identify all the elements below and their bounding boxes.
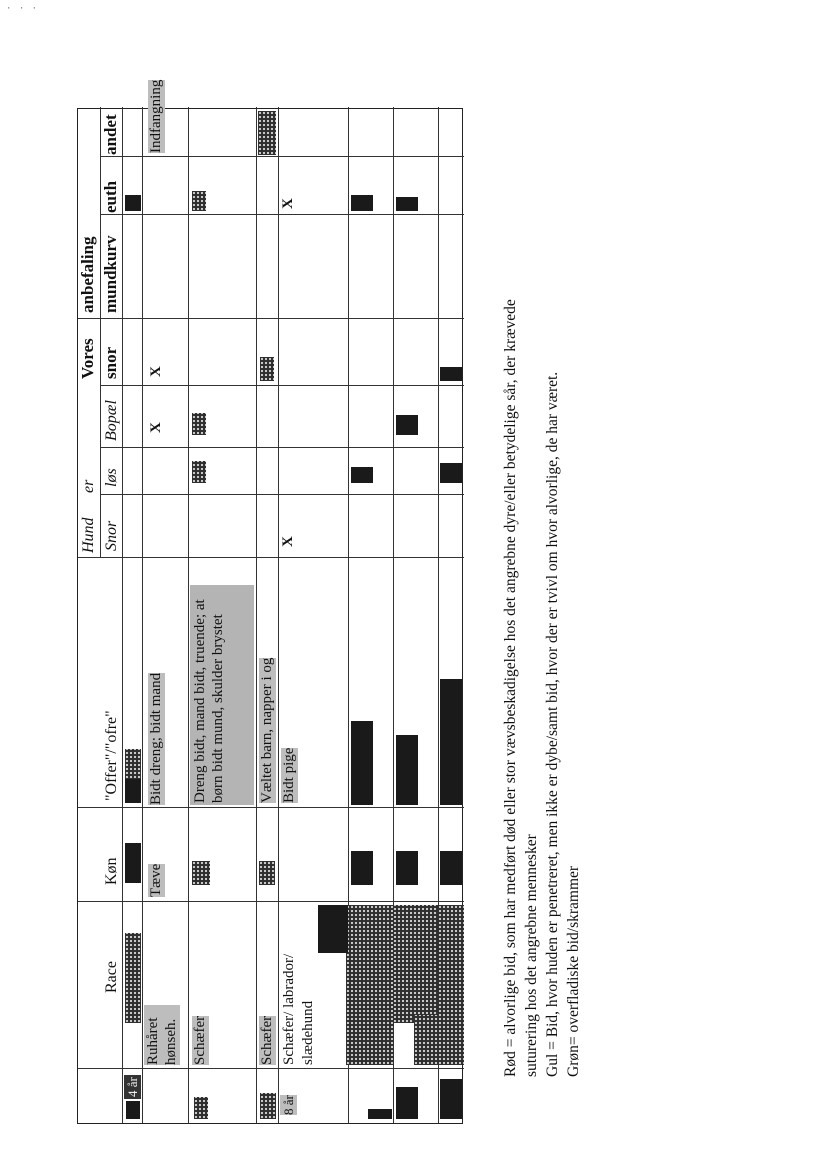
euth-fill: [125, 195, 141, 211]
dark-cell-mark: [260, 1093, 276, 1119]
header-mundkurv: mundkurv: [101, 235, 120, 313]
grid-line: [142, 107, 143, 1123]
row-age: 4 år: [125, 1077, 140, 1097]
header-race: Race: [103, 961, 120, 993]
header-er: er: [80, 479, 97, 493]
dark-cell-mark: [440, 1079, 462, 1119]
dark-cell-mark: [192, 861, 210, 885]
row-kon: Tæve: [148, 863, 164, 897]
dark-cell-mark: [194, 1097, 208, 1119]
row-offer: Bidt dreng; bidt mand: [148, 672, 164, 805]
row-race: Schæfer: [259, 1015, 275, 1065]
row-offer: Væltet barn, napper i og: [259, 657, 275, 803]
euth-fill: [351, 195, 373, 211]
grid-line: [100, 494, 464, 495]
dark-cell-mark: [393, 905, 438, 1023]
bopael-fill: [192, 413, 206, 435]
dark-cell-mark: [351, 721, 373, 805]
los-fill: [192, 461, 206, 483]
legend-yellow: Gul = Bid, hvor huden er penetreret, men ikke er dybe/samt bid, hvor der er tvivl om hvor alvorlige, de har været.: [544, 371, 561, 1077]
grid-line: [122, 107, 123, 1123]
dark-cell-mark: [438, 905, 464, 1065]
los-fill: [440, 463, 462, 483]
rec-snor-mark: X: [148, 366, 164, 377]
header-snor-status: Snor: [103, 520, 120, 551]
legend-green: Grøn= overfladiske bid/skrammer: [565, 865, 582, 1077]
rec-snor-fill: [260, 357, 274, 381]
header-vores: Vores: [78, 338, 97, 379]
dark-cell-mark: [396, 1087, 418, 1119]
euth-fill: [396, 197, 418, 211]
row-race: Ruhåret hønseh.: [144, 1005, 180, 1065]
euth-fill: [192, 191, 206, 211]
grid-line: [100, 214, 464, 215]
grid-line: [78, 1068, 464, 1069]
row-offer: Bidt pige: [281, 747, 297, 803]
dark-cell-mark: [125, 749, 141, 779]
row-race: Schæfer: [192, 1015, 208, 1065]
grid-line: [256, 107, 257, 1123]
header-hund: Hund: [80, 517, 97, 553]
grid-line: [278, 107, 279, 1123]
row-age: 8 år: [281, 1095, 296, 1115]
legend-red-cont: suturering hos det angrebne mennesker: [523, 834, 540, 1077]
header-los: løs: [103, 468, 120, 487]
grid-line: [100, 156, 464, 157]
color-legend: [500, 299, 584, 1077]
header-anbefaling: anbefaling: [78, 236, 97, 313]
header-kon: Køn: [103, 857, 120, 885]
header-rec-snor: snor: [101, 346, 120, 379]
dark-cell-mark: [259, 861, 275, 885]
dark-cell-mark: [125, 779, 141, 803]
dark-cell-mark: [414, 1015, 438, 1065]
dark-cell-mark: [440, 679, 462, 805]
euth-mark: X: [280, 198, 296, 209]
bopael-mark: X: [148, 422, 164, 433]
row-offer: Dreng bidt, mand bidt, truende; at børn bidt mund, skulder brystet: [192, 599, 226, 803]
dark-cell-mark: [318, 905, 348, 953]
snor-status-mark: X: [280, 536, 296, 547]
bite-incident-table: [77, 79, 463, 1124]
bopael-fill: [396, 415, 418, 435]
dark-cell-mark: [396, 851, 418, 885]
dark-cell-mark: [351, 851, 373, 885]
dark-cell-mark: [125, 843, 141, 883]
dark-cell-mark: [346, 905, 394, 1065]
dark-cell-mark: [396, 735, 418, 805]
header-euth: euth: [101, 180, 120, 213]
dark-cell-mark: [126, 1101, 140, 1119]
dark-cell-mark: [368, 1109, 392, 1119]
grid-line: [100, 107, 101, 558]
grid-line: [78, 318, 464, 319]
grid-line: [100, 385, 464, 386]
dark-cell-mark: [125, 933, 141, 1023]
dark-cell-mark: [440, 851, 462, 885]
legend-red: Rød = alvorlige bid, som har medført død eller stor vævsbeskadigelse hos det angrebne dyre/eller betydelige sår, der krævede: [502, 299, 519, 1077]
grid-line: [78, 557, 464, 558]
grid-line: [100, 447, 464, 448]
scan-corner-mark: · · ·: [6, 4, 39, 14]
grid-line: [78, 901, 464, 902]
andet-fill: [258, 111, 276, 155]
grid-line: [188, 107, 189, 1123]
row-race: Schæfer/ labrador/ slædehund: [281, 953, 316, 1065]
header-andet: andet: [101, 114, 120, 155]
header-offer: "Offer"/"ofre": [103, 710, 120, 801]
rec-snor-fill: [440, 367, 462, 381]
row-andet-indfangning: Indfangning: [148, 79, 164, 153]
los-fill: [351, 467, 373, 483]
grid-line: [78, 807, 464, 808]
header-bopael: Bopæl: [103, 400, 120, 441]
